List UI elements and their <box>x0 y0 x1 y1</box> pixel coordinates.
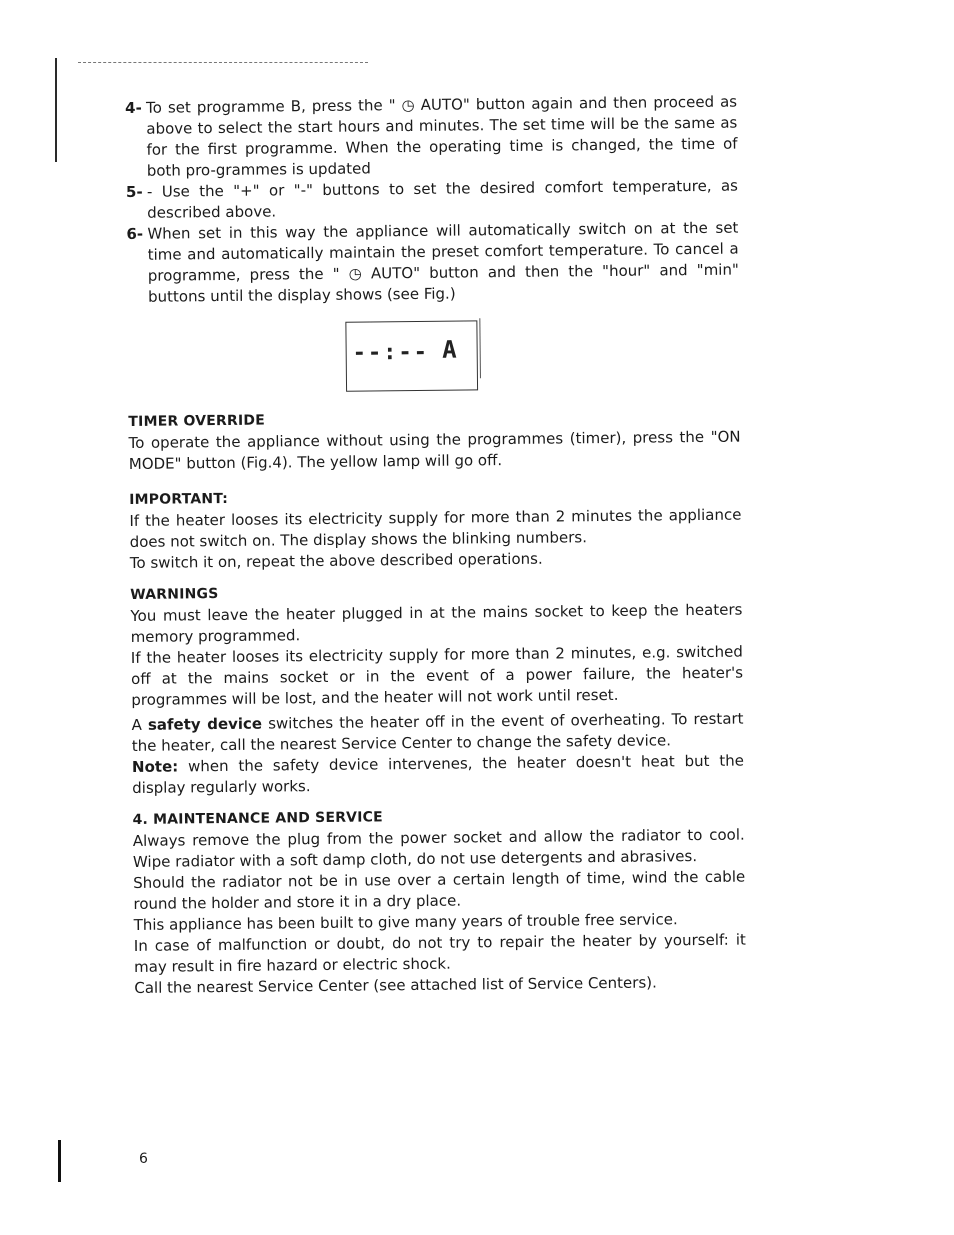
paragraph: This appliance has been built to give many years of trouble free service. <box>133 910 678 934</box>
lcd-time-readout: --:-- <box>352 339 430 366</box>
step-text: When set in this way the appliance will automatically switch on at the set time and automatically maintain the preset comfort temperature. To cancel a programme, press the " ◷ AUTO" button and then the "hour" and "min" buttons until the display shows (see Fig.) <box>147 218 739 306</box>
top-dashed-rule <box>78 62 368 63</box>
note-text: when the safety device intervenes, the heater doesn't heat but the display regularly works. <box>132 751 745 797</box>
paragraph: In case of malfunction or doubt, do not try to repair the heater by yourself: it may result in fire hazard or electric shock. <box>133 930 746 976</box>
paragraph: Always remove the plug from the power socket and allow the radiator to cool. Wipe radiator with a soft damp cloth, do not use detergents and abrasives. <box>132 825 745 871</box>
text-run: switches the heater off in the event of overheating. To restart the heater, call the nearest Service Center to change the safety device. <box>131 709 744 755</box>
text-run: A <box>131 715 142 734</box>
paragraph: To switch it on, repeat the above described operations. <box>129 549 543 572</box>
paragraph: Call the nearest Service Center (see attached list of Service Centers). <box>134 973 657 997</box>
step-text: - Use the "+" or "-" buttons to set the desired comfort temperature, as described above. <box>146 176 739 222</box>
paragraph: You must leave the heater plugged in at the mains socket to keep the heaters memory programmed. <box>130 600 743 646</box>
safety-device-term: safety device <box>147 714 263 734</box>
step-5 <box>126 176 738 224</box>
scan-margin-bar-bottom <box>58 1140 61 1182</box>
lcd-frame-edge <box>479 318 481 378</box>
timer-override-section <box>128 406 741 475</box>
page-number: 6 <box>139 1151 148 1167</box>
section-heading: 4. MAINTENANCE AND SERVICE <box>132 809 383 828</box>
warnings-section <box>130 579 744 799</box>
paragraph: To operate the appliance without using the programmes (timer), press the "ON MODE" button (Fig.4). The yellow lamp will go off. <box>128 427 741 473</box>
paragraph: If the heater looses its electricity supply for more than 2 minutes the appliance does not switch on. The display shows the blinking numbers. <box>129 505 742 551</box>
page-content <box>125 92 746 999</box>
lcd-program-flag: A <box>442 335 457 364</box>
step-number: 4- <box>125 98 142 117</box>
paragraph: Should the radiator not be in use over a certain length of time, wind the cable round the holder and store it in a dry place. <box>133 867 746 913</box>
note-paragraph <box>132 751 744 799</box>
note-label: Note: <box>131 757 179 776</box>
section-heading: IMPORTANT: <box>129 490 229 508</box>
paragraph: If the heater looses its electricity supply for more than 2 minutes, e.g. switched off at the mains socket or in the event of a power failure, the heater's programmes will be lost, and the heater will not work until reset. <box>130 642 744 709</box>
step-6 <box>126 218 739 308</box>
step-number: 6- <box>126 224 144 243</box>
section-heading: TIMER OVERRIDE <box>128 412 266 430</box>
section-heading: WARNINGS <box>130 586 219 603</box>
safety-device-paragraph <box>131 709 743 757</box>
maintenance-section <box>132 804 746 999</box>
step-text: To set programme B, press the " ◷ AUTO" button again and then proceed as above to select the start hours and minutes. The set time will be the same as for the first programme. When the operating time is changed, the time of both pro-grammes is updated <box>146 92 738 180</box>
important-section <box>129 484 742 574</box>
scan-margin-bar-top <box>55 58 57 162</box>
lcd-display <box>345 320 478 391</box>
display-figure <box>127 302 740 412</box>
step-4 <box>125 92 738 182</box>
step-number: 5- <box>125 182 143 201</box>
